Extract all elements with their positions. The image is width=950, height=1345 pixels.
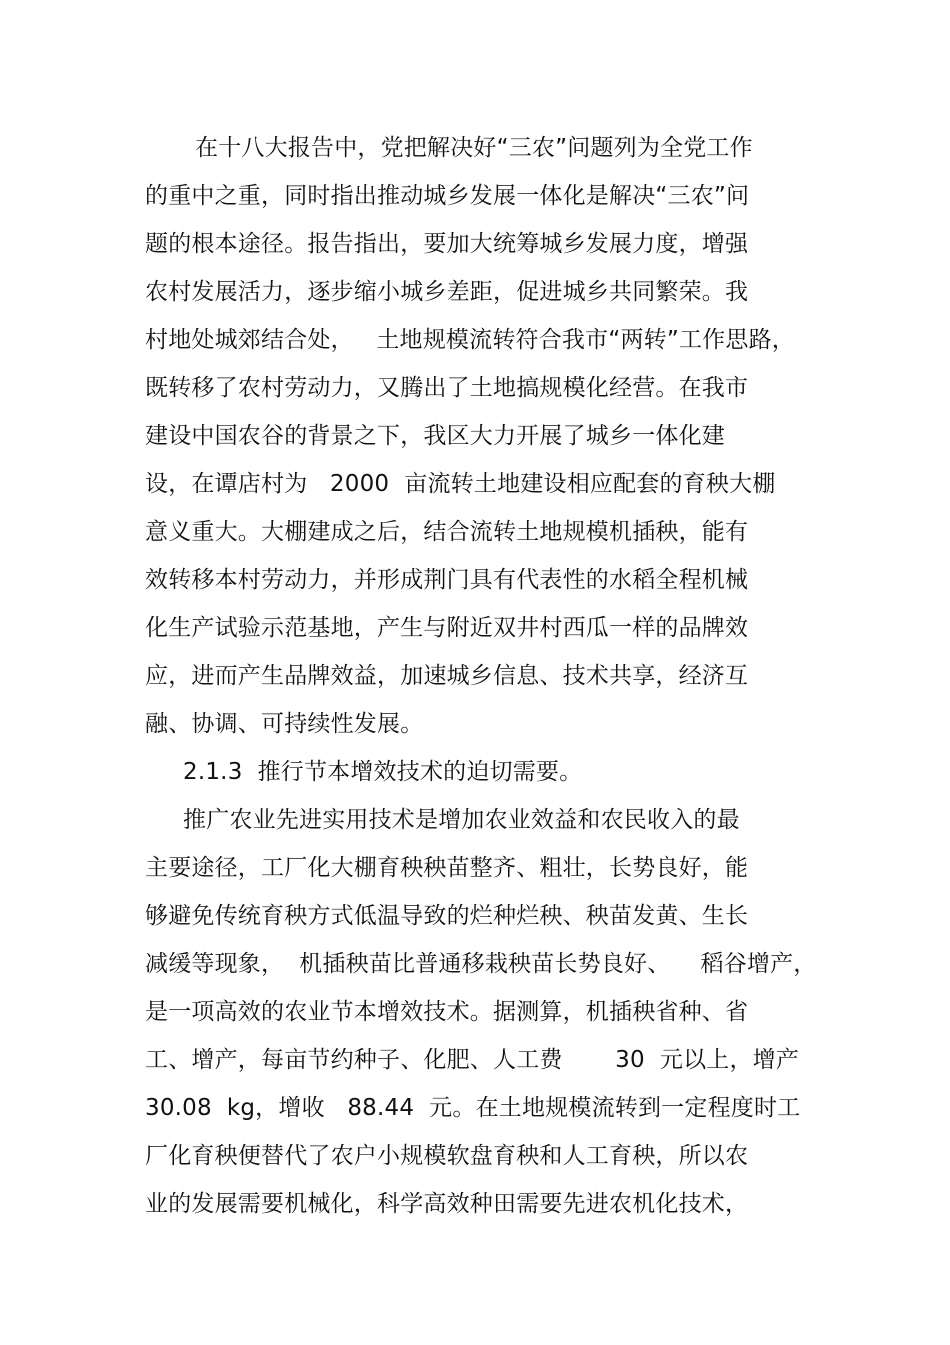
paragraph-line: 减缓等现象， 机插秧苗比普通移栽秧苗长势良好、 稻谷增产，	[145, 951, 817, 977]
paragraph-line: 既转移了农村劳动力，又腾出了土地搞规模化经营。在我市	[145, 375, 749, 401]
paragraph-line: 农村发展活力，逐步缩小城乡差距，促进城乡共同繁荣。我	[145, 279, 749, 305]
paragraph-line: 化生产试验示范基地，产生与附近双井村西瓜一样的品牌效	[145, 615, 749, 641]
paragraph-line: 推广农业先进实用技术是增加农业效益和农民收入的最	[183, 807, 740, 833]
paragraph-line: 题的根本途径。报告指出，要加大统筹城乡发展力度，增强	[145, 231, 749, 257]
paragraph-line: 是一项高效的农业节本增效技术。据测算，机插秧省种、省	[145, 999, 749, 1025]
paragraph-line: 设，在谭店村为 2000 亩流转土地建设相应配套的育秧大棚	[145, 471, 776, 497]
paragraph-line: 应，进而产生品牌效益，加速城乡信息、技术共享，经济互	[145, 663, 749, 689]
paragraph-line: 业的发展需要机械化，科学高效种田需要先进农机化技术，	[145, 1191, 749, 1217]
paragraph-line: 工、增产，每亩节约种子、化肥、人工费 30 元以上，增产	[145, 1047, 800, 1073]
paragraph-line: 的重中之重，同时指出推动城乡发展一体化是解决“三农”问	[145, 183, 750, 209]
paragraph-line: 厂化育秧便替代了农户小规模软盘育秧和人工育秧，所以农	[145, 1143, 749, 1169]
paragraph-line: 融、协调、可持续性发展。	[145, 711, 424, 737]
section-heading: 2.1.3 推行节本增效技术的迫切需要。	[183, 759, 583, 785]
paragraph-line: 30.08 kg，增收 88.44 元。在土地规模流转到一定程度时工	[145, 1095, 801, 1121]
paragraph-line: 村地处城郊结合处， 土地规模流转符合我市“两转”工作思路，	[145, 327, 795, 353]
paragraph-line: 够避免传统育秧方式低温导致的烂种烂秧、秧苗发黄、生长	[145, 903, 749, 929]
paragraph-line: 主要途径，工厂化大棚育秧秧苗整齐、粗壮，长势良好，能	[145, 855, 749, 881]
paragraph-line: 意义重大。大棚建成之后，结合流转土地规模机插秧，能有	[145, 519, 749, 545]
paragraph-line: 建设中国农谷的背景之下，我区大力开展了城乡一体化建	[145, 423, 725, 449]
paragraph-line: 效转移本村劳动力，并形成荆门具有代表性的水稻全程机械	[145, 567, 749, 593]
paragraph-line: 在十八大报告中，党把解决好“三农”问题列为全党工作	[195, 135, 753, 161]
